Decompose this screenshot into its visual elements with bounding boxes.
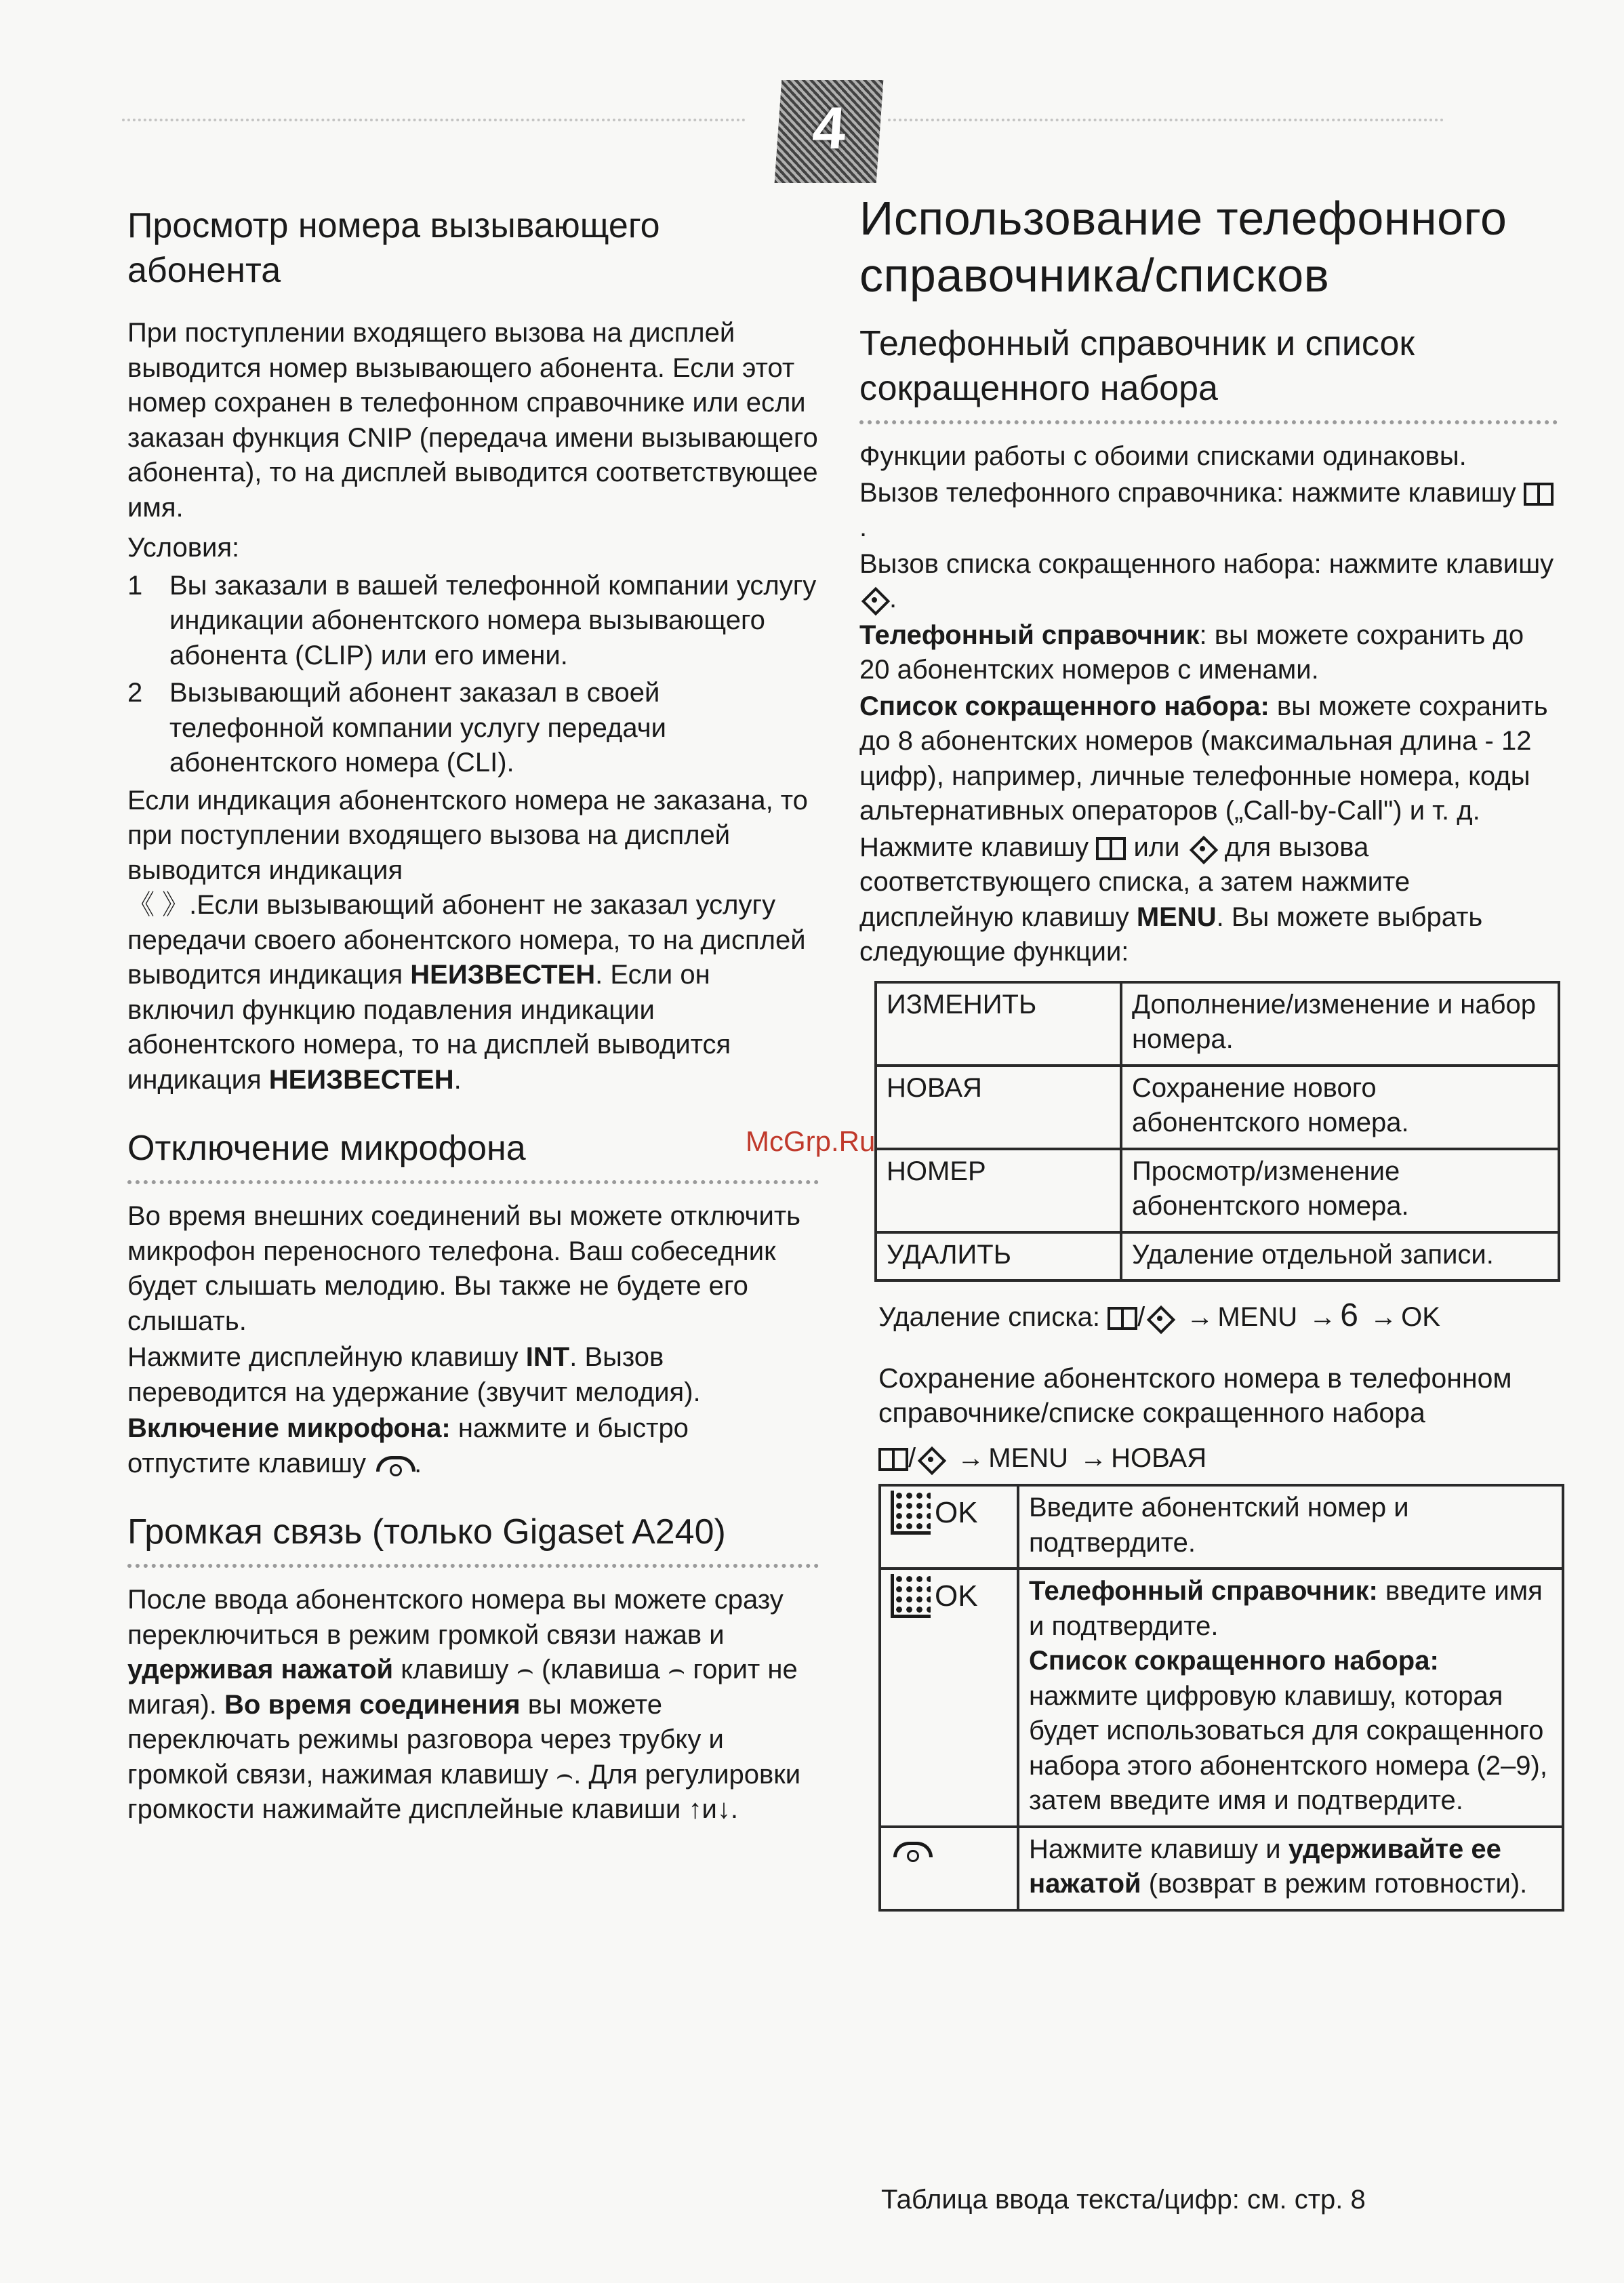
table-row [876,1232,1559,1281]
save-path: / → MENU → НОВАЯ [878,1441,1558,1476]
arrow-right-icon: → [1080,1442,1108,1473]
caller-id-indication: Если индикация абонентского номера не заказана, то при поступлении входящего вызова на дисплей выводится индикация 《 》.Если вызывающий абонент не заказал услугу передачи своего абонентского номера, то на дисплей выводится индикация НЕИЗВЕСТЕН. Если он включил функцию подавления индикации абонентского номера, то на дисплей выводится индикация НЕИЗВЕСТЕН. [127,785,808,1095]
phonebook-icon [1108,1307,1137,1330]
function-key: УДАЛИТЬ [876,1232,1121,1281]
page-number: 4 [810,94,849,161]
step-key: OK [880,1485,1018,1569]
step-desc: Нажмите клавишу и удерживайте ее нажатой (возврат в режим готовности). [1018,1827,1563,1910]
step-key: OK [880,1569,1018,1827]
end-call-icon [891,1840,931,1861]
table-row [880,1485,1563,1569]
table-row [876,982,1559,1066]
speaker-heading: Громкая связь (только Gigaset A240) [127,1510,819,1568]
functions-table [874,981,1560,1282]
nav-key-icon [859,585,889,615]
function-desc: Удаление отдельной записи. [1121,1232,1559,1281]
handsfree-icon: ⌢ [555,1759,574,1790]
phonebook-icon [1524,483,1554,506]
phonebook-icon [878,1448,908,1471]
menu-key-label: MENU [1136,902,1217,932]
nav-key-icon [1145,1304,1175,1333]
step-desc: Введите абонентский номер и подтвердите. [1018,1485,1563,1569]
arrow-down-icon: ↓ [716,1794,731,1824]
scan-noise-right [888,119,1444,138]
keypad-icon [891,1491,931,1535]
nav-key-icon [916,1444,946,1474]
condition-item: 2 Вызывающий абонент заказал в своей телефонной компании услугу передачи абонентского номера (CLI). [127,678,666,777]
table-row [880,1827,1563,1910]
function-desc: Дополнение/изменение и набор номера. [1121,982,1559,1066]
table-row [876,1066,1559,1149]
unknown-label: НЕИЗВЕСТЕН [410,960,596,990]
call-book-text: Вызов телефонного справочника: нажмите клавишу . [859,476,1558,546]
footer-reference: Таблица ввода текста/цифр: см. стр. 8 [881,2185,1366,2215]
call-short-text: Вызов списка сокращенного набора: нажмите клавишу . [859,547,1558,617]
step-desc: Телефонный справочник: введите имя и подтвердите. Список сокращенного набора: нажмите цифровую клавишу, которая будет использоваться для сокращенного набора этого абонентского номера (2–9), затем введите имя и подтвердите. [1018,1569,1563,1827]
table-row [876,1149,1559,1232]
watermark: McGrp.Ru [746,1125,876,1157]
speaker-paragraph: После ввода абонентского номера вы можете сразу переключиться в режим громкой связи нажав и удерживая нажатой клавишу ⌢ (клавиша ⌢ горит не мигая). Во время соединения вы можете переключать режимы разговора через трубку и громкой связи, нажимая клавишу ⌢. Для регулировки громкости нажимайте дисплейные клавиши ↑и↓. [127,1585,801,1824]
function-key: НОМЕР [876,1149,1121,1232]
press-key-text: Нажмите клавишу или для вызова соответствующего списка, а затем нажмите дисплейную клавишу MENU. Вы можете выбрать следующие функции: [859,832,1483,967]
handsfree-icon: ⌢ [516,1655,534,1684]
left-column [127,203,819,1827]
function-key: НОВАЯ [876,1066,1121,1149]
mute-p2: Нажмите дисплейную клавишу INT. Вызов переводится на удержание (звучит мелодия). [127,1342,701,1407]
conditions-list [127,569,819,781]
keypad-icon [891,1574,931,1618]
arrow-right-icon: → [1186,1302,1214,1332]
table-row [880,1569,1563,1827]
function-desc: Сохранение нового абонентского номера. [1121,1066,1559,1149]
handsfree-icon: ⌢ [667,1655,686,1684]
scan-noise-left [122,119,746,138]
short-capacity-text: Список сокращенного набора: вы можете сохранить до 8 абонентских номеров (максимальная длина - 12 цифр), например, личные телефонные номера, коды альтернативных операторов („Call-by-Call") и т. д. [859,691,1548,826]
same-functions-text: Функции работы с обоими списками одинаковы. [859,441,1467,471]
end-call-icon [373,1455,414,1475]
arrow-up-icon: ↑ [688,1794,702,1824]
arrow-right-icon: → [1370,1302,1398,1332]
int-key-label: INT [525,1342,570,1372]
arrow-right-icon: → [1309,1302,1337,1332]
arrow-right-icon: → [957,1442,985,1473]
book-capacity-text: Телефонный справочник: вы можете сохранить до 20 абонентских номеров с именами. [859,620,1524,685]
mute-heading: Отключение микрофона [127,1126,819,1184]
step-key [880,1827,1018,1910]
nav-key-icon [1187,834,1217,864]
unknown-label: НЕИЗВЕСТЕН [268,1064,454,1095]
function-desc: Просмотр/изменение абонентского номера. [1121,1149,1559,1232]
mute-p3: Включение микрофона: нажмите и быстро отпустите клавишу . [127,1413,689,1478]
caller-id-intro: При поступлении входящего вызова на дисплей выводится номер вызывающего абонента. Если этот номер сохранен в телефонном справочнике или если заказан функция CNIP (передача имени вызывающего абонента), то на дисплей выводится соответствующее имя. [127,318,818,523]
function-key: ИЗМЕНИТЬ [876,982,1121,1066]
right-column [859,190,1558,1926]
chapter-title: Использование телефонного справочника/списков [859,192,1507,302]
delete-list-path: Удаление списка: / → MENU → 6 → OK [878,1298,1558,1335]
mute-p1: Во время внешних соединений вы можете отключить микрофон переносного телефона. Ваш собеседник будет слышать мелодию. Вы также не будете его слышать. [127,1201,801,1336]
phonebook-section-heading: Телефонный справочник и список сокращенного набора [859,321,1558,424]
condition-item: 1 Вы заказали в вашей телефонной компании услугу индикации абонентского номера вызывающего абонента (CLIP) или его имени. [127,570,817,670]
caller-id-heading: Просмотр номера вызывающего абонента [127,206,660,290]
phonebook-icon [1096,837,1126,860]
page-number-badge [775,80,884,183]
conditions-title: Условия: [127,533,240,563]
save-subheading: Сохранение абонентского номера в телефонном справочнике/списке сокращенного набора [878,1362,1512,1428]
save-steps-table [878,1484,1564,1912]
